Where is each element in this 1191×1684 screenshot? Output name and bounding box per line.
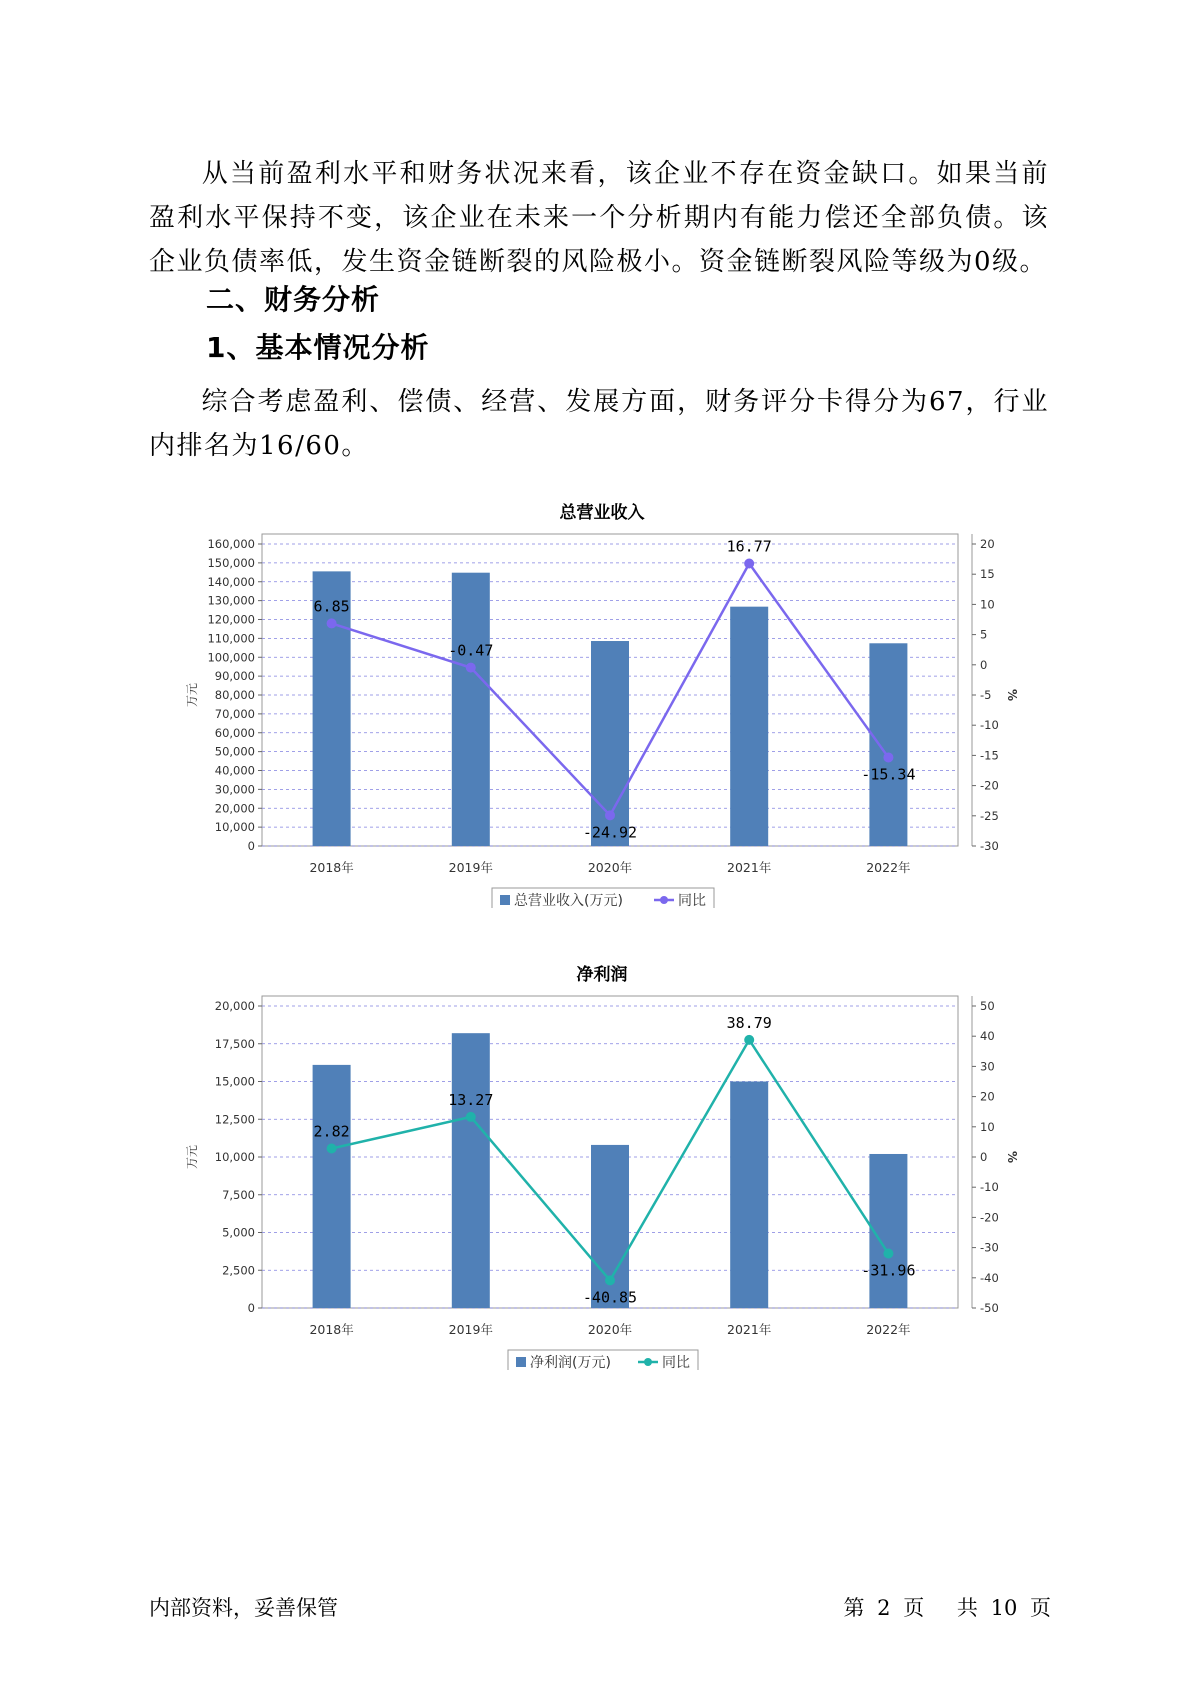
y-tick-label: 5,000 bbox=[222, 1225, 255, 1240]
paragraph-funding-gap-text: 从当前盈利水平和财务状况来看，该企业不存在资金缺口。如果当前盈利水平保持不变，该企业在未来一个分析期内有能力偿还全部负债。该企业负债率低，发生资金链断裂的风险极小。资金链断裂风险等级为0级。 bbox=[149, 159, 1049, 277]
data-label: 2.82 bbox=[313, 1122, 350, 1141]
y2-tick-label: 30 bbox=[980, 1059, 995, 1074]
y2-tick-label: 10 bbox=[980, 597, 995, 612]
y-tick-label: 12,500 bbox=[214, 1112, 255, 1127]
series-point bbox=[883, 752, 893, 762]
legend-line-marker bbox=[644, 1358, 652, 1366]
y2-tick-label: 5 bbox=[980, 627, 988, 642]
revenue-chart bbox=[0, 488, 1191, 908]
paragraph-scorecard-text: 综合考虑盈利、偿债、经营、发展方面，财务评分卡得分为67，行业内排名为16/60。 bbox=[149, 387, 1049, 461]
data-label: -15.34 bbox=[861, 765, 916, 784]
series-point bbox=[327, 1143, 337, 1153]
y-tick-label: 17,500 bbox=[214, 1036, 255, 1051]
y-tick-label: 110,000 bbox=[207, 631, 255, 646]
y2-tick-label: -5 bbox=[980, 688, 992, 702]
legend-line-label: 同比 bbox=[678, 893, 706, 908]
x-tick-label: 2021年 bbox=[727, 1322, 772, 1337]
data-label: 6.85 bbox=[313, 597, 350, 616]
y-tick-label: 20,000 bbox=[214, 999, 255, 1013]
y-tick-label: 7,500 bbox=[222, 1187, 255, 1202]
series-point bbox=[466, 663, 476, 673]
y2-tick-label: -50 bbox=[980, 1301, 999, 1315]
y2-tick-label: 40 bbox=[980, 1029, 995, 1044]
x-tick-label: 2018年 bbox=[309, 1322, 354, 1337]
data-label: -0.47 bbox=[448, 641, 494, 660]
subsection-heading: 1、基本情况分析 bbox=[206, 331, 430, 364]
x-tick-label: 2018年 bbox=[309, 860, 354, 875]
y-tick-label: 90,000 bbox=[214, 669, 255, 684]
y2-tick-label: -25 bbox=[980, 808, 999, 823]
x-tick-label: 2022年 bbox=[866, 1322, 911, 1337]
y-tick-label: 60,000 bbox=[214, 725, 255, 740]
y-axis-label: 万元 bbox=[185, 682, 199, 708]
page-mid: 页 bbox=[903, 1596, 925, 1620]
y2-tick-label: -10 bbox=[980, 718, 999, 733]
paragraph-funding-gap bbox=[149, 152, 1049, 284]
bar bbox=[452, 1033, 490, 1308]
x-tick-label: 2020年 bbox=[587, 1322, 633, 1337]
y-tick-label: 30,000 bbox=[214, 782, 255, 797]
data-label: 13.27 bbox=[448, 1090, 494, 1109]
y2-axis-label: % bbox=[1005, 688, 1019, 702]
x-tick-label: 2021年 bbox=[727, 860, 772, 875]
x-tick-label: 2020年 bbox=[587, 860, 633, 875]
section-heading: 二、财务分析 bbox=[206, 283, 381, 316]
y2-tick-label: 50 bbox=[980, 999, 995, 1013]
page-total: 10 bbox=[990, 1596, 1018, 1620]
series-point bbox=[327, 618, 337, 628]
footer-confidential: 内部资料，妥善保管 bbox=[149, 1596, 338, 1620]
y-tick-label: 0 bbox=[247, 1301, 255, 1315]
y-tick-label: 120,000 bbox=[207, 612, 255, 627]
series-point bbox=[605, 810, 615, 820]
series-point bbox=[883, 1249, 893, 1259]
y2-tick-label: 0 bbox=[980, 1150, 988, 1164]
y2-tick-label: -20 bbox=[980, 1210, 999, 1225]
y2-tick-label: 20 bbox=[980, 1089, 995, 1104]
y-tick-label: 150,000 bbox=[207, 555, 255, 570]
bar bbox=[313, 1065, 351, 1308]
page-current: 2 bbox=[877, 1596, 891, 1620]
net-profit-chart-svg bbox=[0, 950, 1191, 1370]
data-label: 38.79 bbox=[726, 1013, 772, 1032]
page-prefix: 第 bbox=[843, 1596, 865, 1620]
bar bbox=[730, 1082, 768, 1309]
legend-bar-label: 总营业收入(万元) bbox=[514, 893, 623, 908]
series-point bbox=[605, 1275, 615, 1285]
legend-line-marker bbox=[660, 896, 668, 904]
y2-tick-label: 0 bbox=[980, 657, 988, 672]
y2-tick-label: -30 bbox=[980, 1240, 999, 1255]
legend-bar-swatch bbox=[500, 895, 510, 905]
y2-tick-label: -30 bbox=[980, 839, 999, 853]
y2-tick-label: 10 bbox=[980, 1119, 995, 1134]
page-suffix: 页 bbox=[1030, 1596, 1051, 1620]
y2-tick-label: -10 bbox=[980, 1180, 999, 1195]
y-tick-label: 130,000 bbox=[207, 593, 255, 608]
net-profit-chart bbox=[0, 950, 1191, 1370]
footer-page-number bbox=[843, 1592, 1051, 1622]
series-point bbox=[744, 559, 754, 569]
y-tick-label: 80,000 bbox=[214, 688, 255, 702]
chart-title: 净利润 bbox=[576, 965, 628, 985]
y2-tick-label: -15 bbox=[980, 748, 999, 763]
data-label: 16.77 bbox=[726, 537, 772, 556]
bar bbox=[869, 643, 907, 846]
legend-line-label: 同比 bbox=[662, 1355, 690, 1370]
data-label: -31.96 bbox=[861, 1261, 916, 1280]
y-tick-label: 20,000 bbox=[214, 801, 255, 816]
series-point bbox=[466, 1112, 476, 1122]
y2-tick-label: 15 bbox=[980, 567, 995, 582]
data-label: -40.85 bbox=[582, 1288, 638, 1307]
y-tick-label: 15,000 bbox=[214, 1074, 255, 1089]
legend-bar-label: 净利润(万元) bbox=[530, 1355, 611, 1370]
series-point bbox=[744, 1035, 754, 1045]
y-axis-label: 万元 bbox=[185, 1144, 199, 1170]
page-total-prefix: 共 bbox=[956, 1596, 978, 1620]
data-label: -24.92 bbox=[582, 823, 638, 842]
y2-axis-label: % bbox=[1005, 1150, 1019, 1164]
y2-tick-label: -40 bbox=[980, 1270, 999, 1285]
x-tick-label: 2022年 bbox=[866, 860, 911, 875]
y2-tick-label: -20 bbox=[980, 778, 999, 793]
chart-title: 总营业收入 bbox=[559, 503, 645, 523]
y-tick-label: 160,000 bbox=[207, 537, 255, 551]
y-tick-label: 70,000 bbox=[214, 706, 255, 721]
bar bbox=[730, 607, 768, 846]
y-tick-label: 50,000 bbox=[214, 744, 255, 759]
y-tick-label: 100,000 bbox=[207, 650, 255, 665]
bar bbox=[452, 573, 490, 846]
revenue-chart-svg bbox=[0, 488, 1191, 908]
y2-tick-label: 20 bbox=[980, 537, 995, 551]
y-tick-label: 10,000 bbox=[214, 1150, 255, 1164]
paragraph-scorecard bbox=[149, 380, 1049, 468]
x-tick-label: 2019年 bbox=[448, 1322, 493, 1337]
y-tick-label: 140,000 bbox=[207, 574, 255, 589]
y-tick-label: 40,000 bbox=[214, 763, 255, 778]
legend-bar-swatch bbox=[516, 1357, 526, 1367]
y-tick-label: 0 bbox=[247, 839, 255, 853]
y-tick-label: 10,000 bbox=[214, 820, 255, 835]
x-tick-label: 2019年 bbox=[448, 860, 493, 875]
y-tick-label: 2,500 bbox=[222, 1263, 255, 1278]
